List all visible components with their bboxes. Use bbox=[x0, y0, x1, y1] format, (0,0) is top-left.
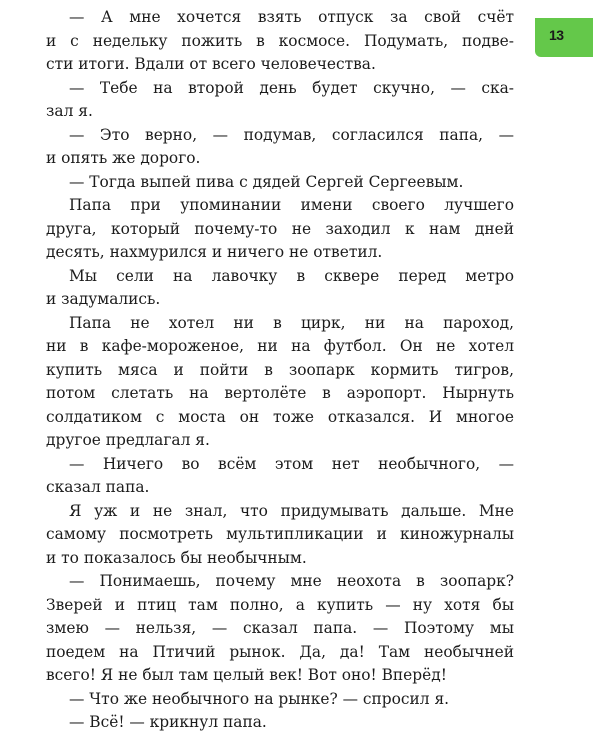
text-line: и то показалось бы необычным. bbox=[46, 548, 307, 567]
text-line: сти итоги. Вдали от всего человечества. bbox=[46, 55, 376, 73]
text-line: — Ничего во всём этом нет необычного, — bbox=[69, 454, 514, 473]
text-line: Зверей и птиц там полно, а купить — ну хотя бы bbox=[46, 595, 514, 614]
text-line: змею — нельзя, — сказал папа. — Поэтому мы bbox=[46, 619, 514, 637]
text-line: и задумались. bbox=[46, 290, 161, 308]
text-line: — Это верно, — подумав, согласился папа, — bbox=[69, 125, 514, 144]
text-line: Мы сели на лавочку в сквере перед метро bbox=[69, 266, 514, 285]
text-line: поедем на Птичий рынок. Да, да! Там необычней bbox=[46, 642, 514, 661]
paragraph bbox=[46, 570, 514, 688]
text-line: купить мяса и пойти в зоопарк кормить тигров, bbox=[46, 360, 514, 379]
text-line: и опять же дорого. bbox=[46, 149, 201, 167]
text-line: другое предлагал я. bbox=[46, 431, 210, 449]
text-line: ни в кафе-мороженое, ни на футбол. Он не хотел bbox=[46, 337, 514, 355]
text-line: — Всё! — крикнул папа. bbox=[69, 713, 267, 731]
text-line: Я уж и не знал, что придумывать дальше. Мне bbox=[69, 501, 514, 520]
paragraph bbox=[46, 124, 514, 171]
paragraph bbox=[46, 77, 514, 124]
text-line: — А мне хочется взять отпуск за свой счёт bbox=[69, 8, 514, 26]
paragraph bbox=[46, 312, 514, 453]
text-line: сказал папа. bbox=[46, 478, 150, 496]
paragraph bbox=[46, 500, 514, 571]
paragraph bbox=[46, 688, 514, 712]
text-line: — Понимаешь, почему мне неохота в зоопарк? bbox=[69, 572, 514, 590]
page-number: 13 bbox=[549, 27, 564, 43]
paragraph bbox=[46, 453, 514, 500]
text-line: — Тогда выпей пива с дядей Сергей Сергеевым. bbox=[69, 172, 464, 191]
page-text bbox=[46, 6, 514, 735]
text-line: самому посмотреть мультипликации и киножурналы bbox=[46, 525, 514, 543]
text-line: друга, который почему-то не заходил к нам дней bbox=[46, 219, 514, 238]
text-line: Папа не хотел ни в цирк, ни на пароход, bbox=[69, 313, 514, 332]
paragraph bbox=[46, 265, 514, 312]
text-line: — Тебе на второй день будет скучно, — ска- bbox=[69, 78, 514, 97]
page-number-badge bbox=[535, 18, 593, 57]
text-line: всего! Я не был там целый век! Вот оно! Вперёд! bbox=[46, 666, 447, 684]
text-line: десять, нахмурился и ничего не ответил. bbox=[46, 243, 383, 261]
text-line: Папа при упоминании имени своего лучшего bbox=[69, 196, 514, 214]
text-line: и с недельку пожить в космосе. Подумать, подве- bbox=[46, 31, 514, 50]
text-line: зал я. bbox=[46, 102, 93, 120]
paragraph bbox=[46, 6, 514, 77]
text-line: солдатиком с моста он тоже отказался. И многое bbox=[46, 407, 514, 426]
text-line: потом слетать на вертолёте в аэропорт. Нырнуть bbox=[46, 384, 514, 402]
paragraph bbox=[46, 171, 514, 195]
paragraph bbox=[46, 711, 514, 735]
paragraph bbox=[46, 194, 514, 265]
text-line: — Что же необычного на рынке? — спросил я. bbox=[69, 689, 450, 708]
